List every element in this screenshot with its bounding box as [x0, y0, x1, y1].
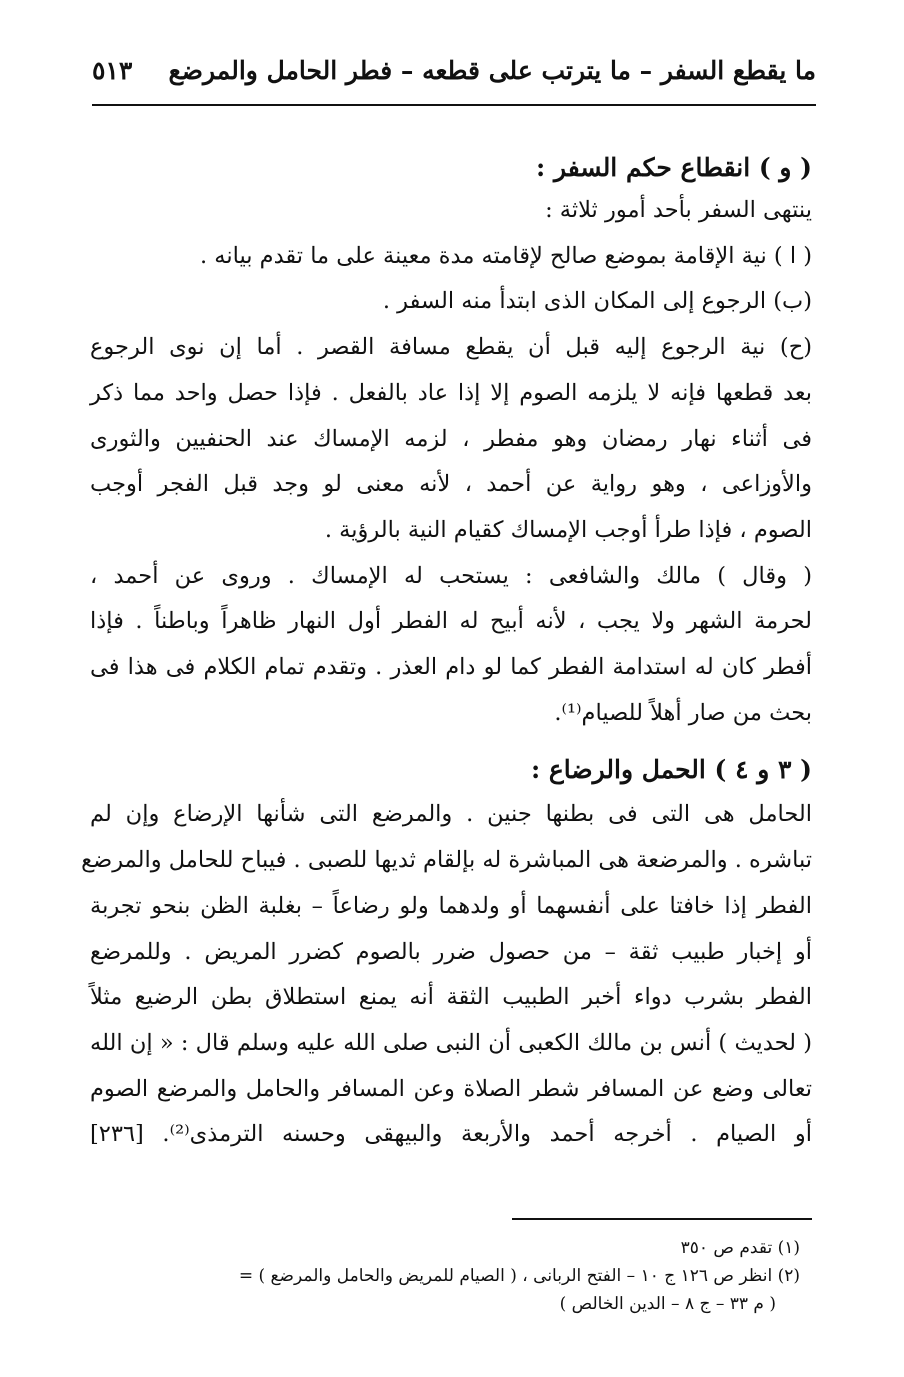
- text-line: الفطر إذا خافتا على أنفسهما أو ولدهما ولو رضاعاً – بغلبة الظن بنحو تجربة: [90, 892, 812, 919]
- text-line: الصوم ، فإذا طرأ أوجب الإمساك كقيام النية بالرؤية .: [324, 516, 812, 543]
- footnote: (٢) انظر ص ١٢٦ ج ١٠ – الفتح الربانى ، ( الصيام للمريض والحامل والمرضع ) =: [238, 1266, 800, 1286]
- text-line: أو الصيام . أخرجه أحمد والأربعة والبيهقى وحسنه الترمذى⁽²⁾. [٢٣٦]: [90, 1121, 813, 1148]
- text-line: والأوزاعى ، وهو رواية عن أحمد ، لأنه معنى لو وجد قبل الفجر أوجب: [90, 471, 812, 498]
- page-body: [81, 148, 813, 1158]
- text-line: تعالى وضع عن المسافر شطر الصلاة وعن المسافر والحامل والمرضع الصوم: [90, 1075, 812, 1102]
- text-line: (ب) الرجوع إلى المكان الذى ابتدأ منه السفر .: [382, 288, 812, 315]
- text-line: الحامل هى التى فى بطنها جنين . والمرضع التى شأنها الإرضاع وإن لم: [90, 801, 812, 828]
- footnotes: [90, 1234, 800, 1318]
- running-header: [92, 46, 816, 106]
- text-line: ( ا ) نية الإقامة بموضع صالح لإقامته مدة معينة على ما تقدم بيانه .: [199, 242, 812, 269]
- text-line: لحرمة الشهر ولا يجب ، لأنه أبيح له الفطر أول النهار ظاهراً وباطناً . فإذا: [90, 608, 812, 635]
- header-title: ما يقطع السفر – ما يترتب على قطعه – فطر الحامل والمرضع: [168, 56, 816, 85]
- footnote: (١) تقدم ص ٣٥٠: [680, 1238, 800, 1258]
- text-line: (ح) نية الرجوع إليه قبل أن يقطع مسافة القصر . أما إن نوى الرجوع: [90, 334, 812, 361]
- book-signature: ( م ٣٣ – ج ٨ – الدين الخالص ): [559, 1294, 776, 1314]
- footnote-divider: [512, 1218, 812, 1220]
- text-line: الفطر بشرب دواء أخبر الطبيب الثقة أنه يمنع استطلاق بطن الرضيع مثلاً: [90, 984, 812, 1011]
- text-line: ( وقال ) مالك والشافعى : يستحب له الإمساك . وروى عن أحمد ،: [90, 562, 812, 589]
- text-line: بعد قطعها فإنه لا يلزمه الصوم إلا إذا عاد بالفعل . فإذا حصل واحد مما ذكر: [90, 379, 812, 406]
- text-line: ( لحديث ) أنس بن مالك الكعبى أن النبى صلى الله عليه وسلم قال : « إن الله: [90, 1029, 812, 1056]
- text-line: فى أثناء نهار رمضان وهو مفطر ، لزمه الإمساك عند الحنفيين والثورى: [90, 425, 812, 452]
- section-heading-pregnancy-nursing: ( ٣ و ٤ ) الحمل والرضاع :: [530, 755, 812, 785]
- page-number: ٥١٣: [92, 56, 133, 85]
- text-line: أو إخبار طبيب ثقة – من حصول ضرر بالصوم كضرر المريض . وللمرضع: [90, 938, 812, 965]
- text-line: بحث من صار أهلاً للصيام⁽¹⁾.: [554, 699, 812, 726]
- section-heading-end-of-travel: ( و ) انقطاع حكم السفر :: [536, 153, 812, 182]
- text-line: أفطر كان له استدامة الفطر كما لو دام العذر . وتقدم تمام الكلام فى هذا فى: [90, 654, 812, 681]
- text-line: تباشره . والمرضعة هى المباشرة له بإلقام ثديها للصبى . فيباح للحامل والمرضع: [81, 847, 812, 874]
- text-line: ينتهى السفر بأحد أمور ثلاثة :: [545, 197, 812, 223]
